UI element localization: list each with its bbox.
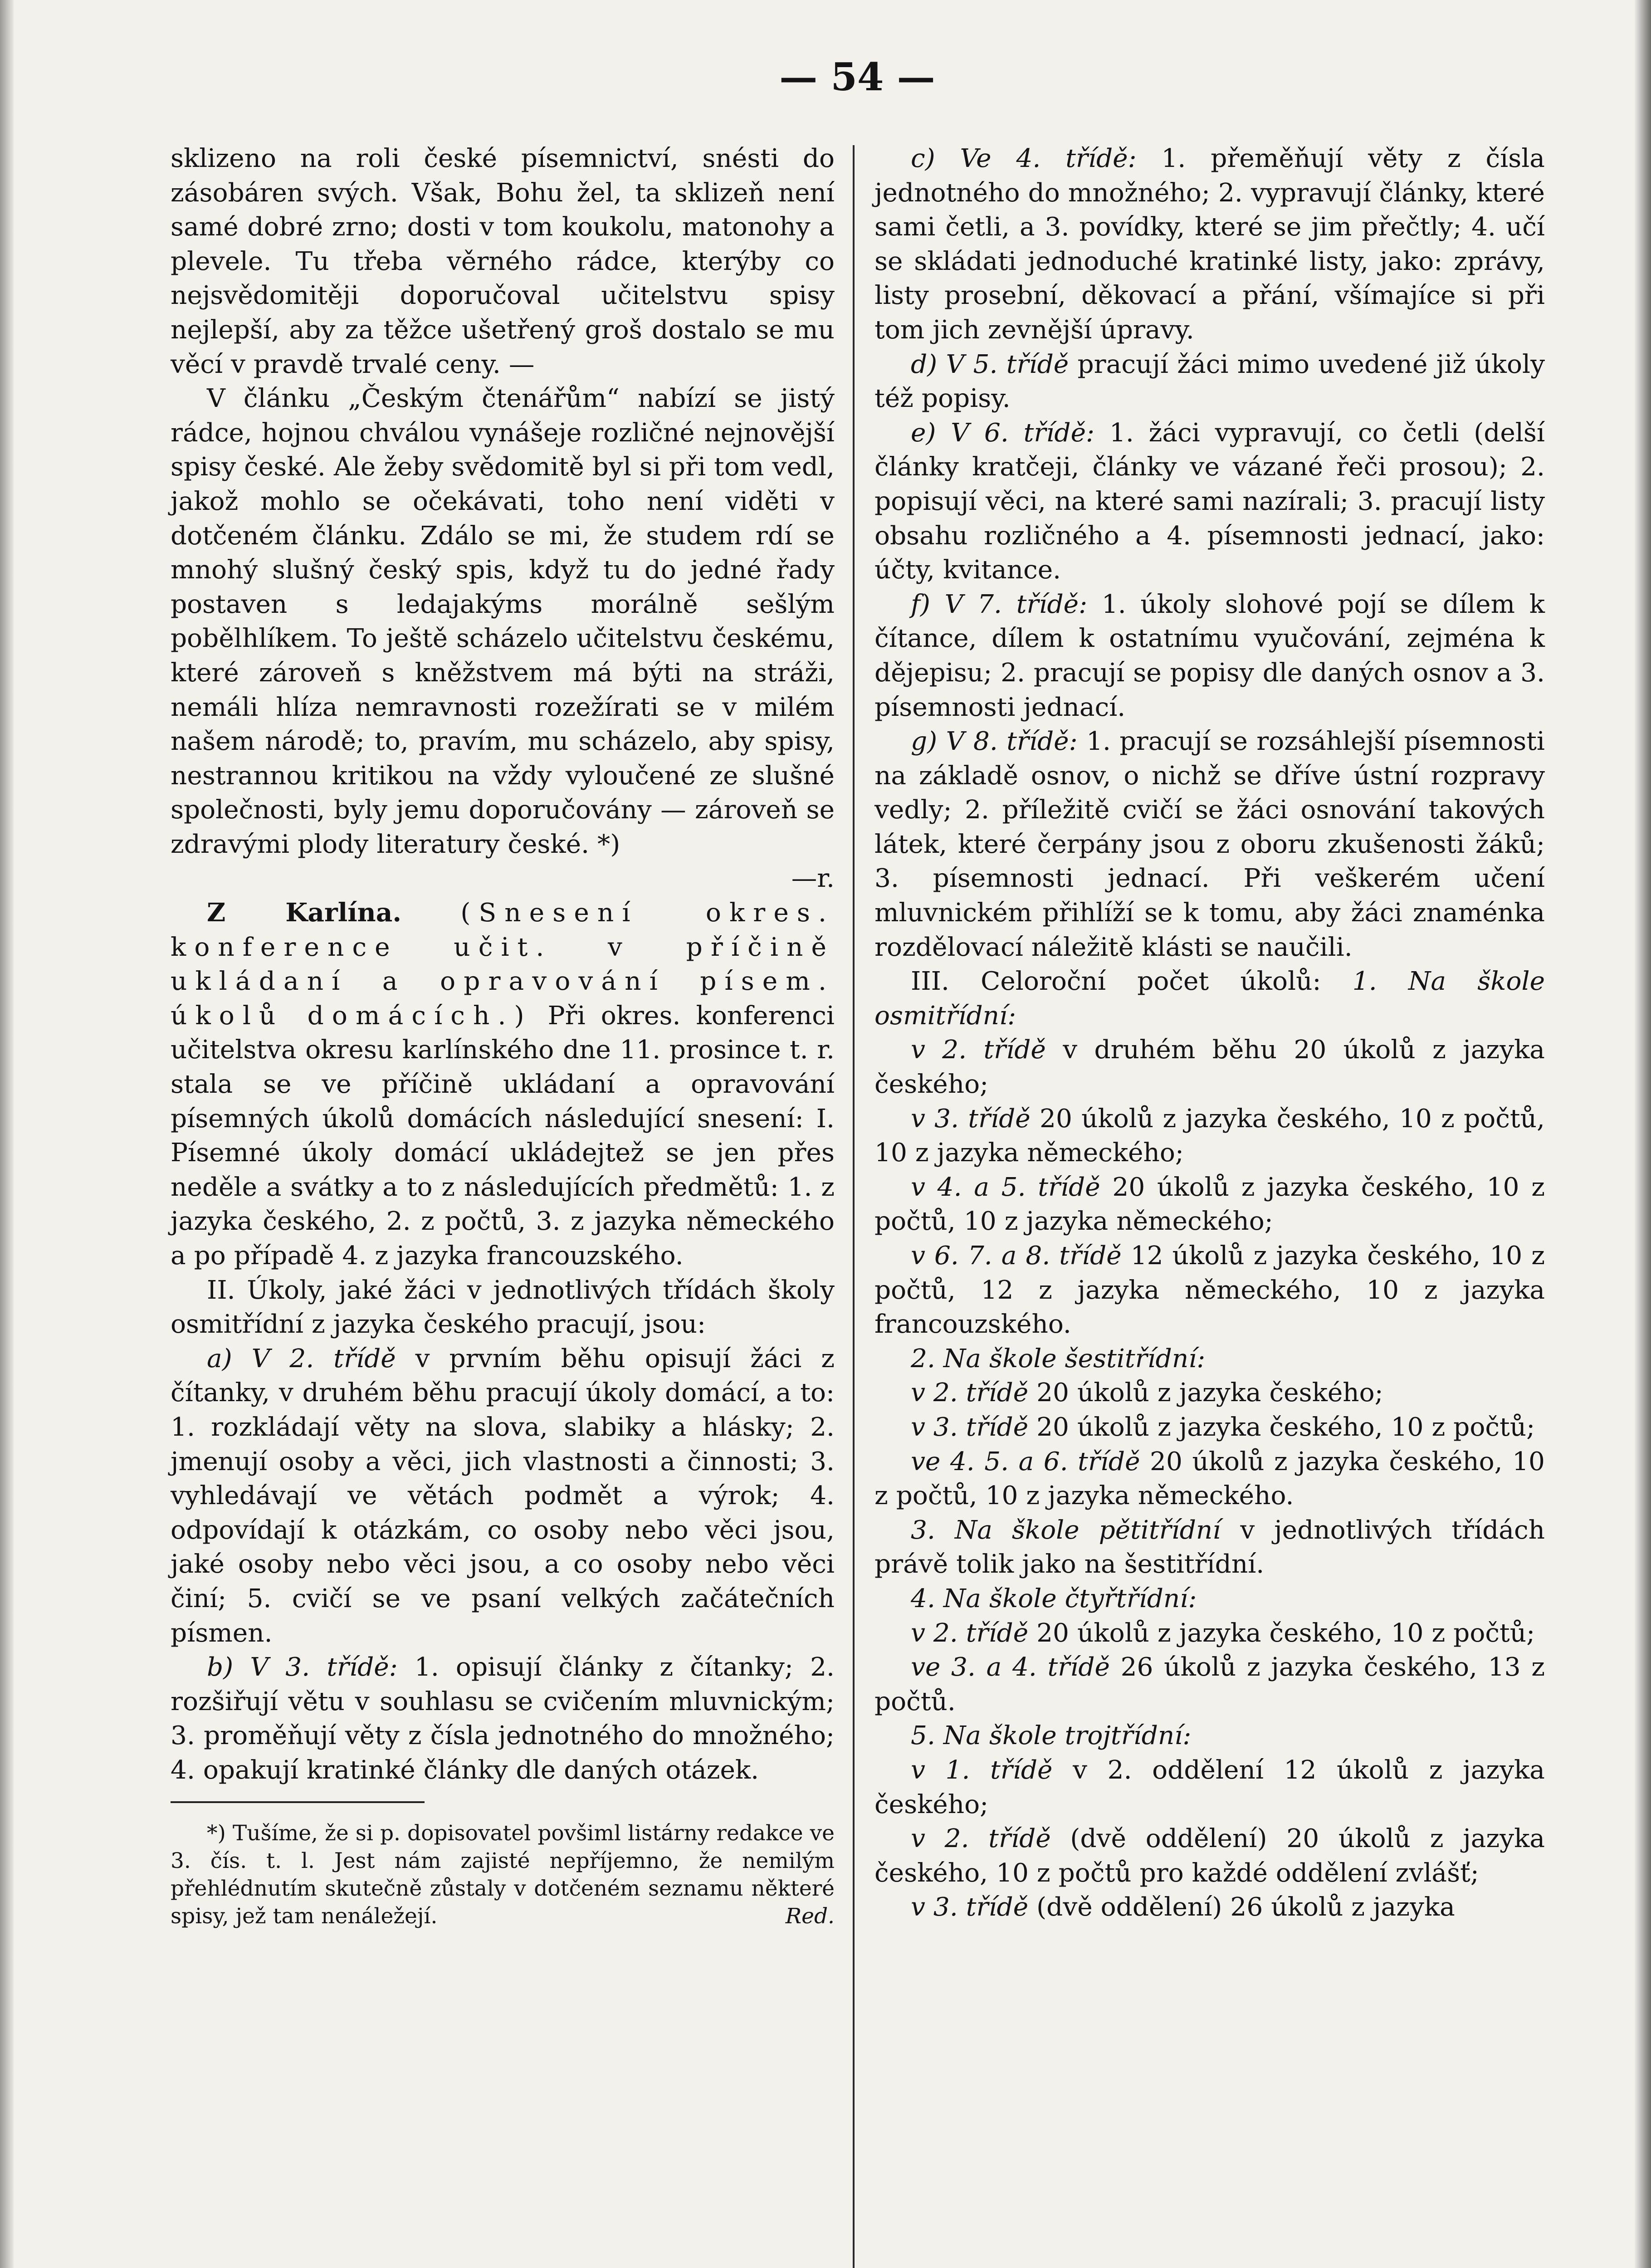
school-5-heading: 3. Na škole pětitřídní (911, 1515, 1221, 1545)
line-label: v 3. třídě (911, 1892, 1029, 1922)
line-label: v 3. třídě (911, 1104, 1031, 1134)
item-f-text: 1. úkoly slohové pojí se dílem k čítance, dílem k ostatnímu vyučování, zejména k dějepisu; 2. pracují se popisy dle daných osnov a 3. písemnosti jednací. (874, 589, 1545, 722)
school-6-heading: 2. Na škole šestitřídní: (911, 1344, 1206, 1374)
line-text: 20 úkolů z jazyka českého, 10 z počtů; (1036, 1412, 1535, 1442)
footnote-rule (171, 1801, 425, 1803)
line-label: v 3. třídě (911, 1412, 1029, 1442)
item-a-label: a) V 2. třídě (207, 1344, 396, 1374)
item-e-label: e) V 6. třídě: (911, 418, 1095, 448)
item-c (874, 142, 1545, 347)
line-text: 20 úkolů z jazyka českého, 10 z počtů; (1036, 1618, 1535, 1648)
item-d-text: pracují žáci mimo uvedené již úkoly též popisy. (874, 349, 1545, 414)
line-label: v 2. třídě (911, 1824, 1051, 1854)
paragraph-section-ii: II. Úkoly, jaké žáci v jednotlivých třídách školy osmitřídní z jazyka českého pracují, jsou: (171, 1275, 835, 1339)
item-e (874, 416, 1545, 587)
school-6-line-2 (874, 1410, 1545, 1445)
item-b-label: b) V 3. třídě: (207, 1652, 398, 1682)
section-iii-intro (874, 964, 1545, 1033)
school-3-line-2 (874, 1822, 1545, 1890)
line-text: v 2. oddělení 12 úkolů z jazyka českého; (874, 1755, 1545, 1819)
right-column (874, 142, 1545, 1925)
section-iii-label: III. Celoroční počet úkolů: (911, 967, 1321, 997)
item-e-text: 1. žáci vypravují, co četli (delší články kratčeji, články ve vázané řeči prosou); 2. popisují věci, na které sami nazírali; 3. pracují listy obsahu rozličného a 4. písemnosti jednací, jako: účty, kvitance. (874, 418, 1545, 585)
line-text: v druhém běhu 20 úkolů z jazyka českého; (874, 1035, 1545, 1100)
line-label: v 4. a 5. třídě (911, 1172, 1100, 1202)
scan-edge-right (1635, 0, 1651, 2268)
item-g-label: g) V 8. třídě: (911, 727, 1078, 757)
school-8-heading: 1. Na škole osmitřídní: (874, 967, 1545, 1031)
item-c-label: c) Ve 4. třídě: (911, 144, 1137, 173)
page-number: — 54 — (779, 54, 935, 99)
footnote-signature: Red. (785, 1903, 835, 1929)
scan-edge-left (0, 0, 14, 2268)
item-f-label: f) V 7. třídě: (911, 589, 1088, 619)
school-3-heading: 5. Na škole trojtřídní: (911, 1721, 1192, 1751)
school-8-line-4 (874, 1239, 1545, 1342)
line-label: v 2. třídě (911, 1618, 1029, 1648)
column-divider (853, 145, 855, 2268)
footnote (171, 1819, 835, 1930)
line-label: ve 4. 5. a 6. třídě (911, 1447, 1140, 1476)
line-label: v 1. třídě (911, 1755, 1053, 1785)
school-4-line-2 (874, 1650, 1545, 1719)
school-8-line-1 (874, 1033, 1545, 1101)
line-label: v 6. 7. a 8. třídě (911, 1241, 1122, 1271)
school-3-line-1 (874, 1753, 1545, 1822)
line-text: 20 úkolů z jazyka českého, 10 z počtů, 10 z jazyka německého. (874, 1447, 1545, 1511)
line-text: (dvě oddělení) 26 úkolů z jazyka (1036, 1892, 1455, 1922)
line-label: v 2. třídě (911, 1035, 1046, 1065)
karlin-text: Při okres. konferenci učitelstva okresu karlínského dne 11. prosince t. r. stala se ve příčině ukládaní a opravování písemných úkolů domácích následující snesení: I. Písemné úkoly domácí ukládejtež se jen přes neděle a svátky a to z následujících předmětů: 1. z jazyka českého, 2. z počtů, 3. z jazyka německého a po případě 4. z jazyka francouzského. (171, 1001, 835, 1271)
line-text: 20 úkolů z jazyka českého, 10 z počtů, 10 z jazyka německého; (874, 1104, 1545, 1168)
line-text: 20 úkolů z jazyka českého; (1036, 1378, 1383, 1408)
item-c-text: 1. přeměňují věty z čísla jednotného do množného; 2. vypravují články, které sami četli, a 3. povídky, které se jim přečtly; 4. učí se skládati jednoduché kratinké listy, jako: zprávy, listy prosební, děkovací a přání, všímajíce si při tom jich zevnější úpravy. (874, 144, 1545, 345)
line-text: 12 úkolů z jazyka českého, 10 z počtů, 12 z jazyka německého, 10 z jazyka francouzského. (874, 1241, 1545, 1339)
footnote-text: *) Tušíme, že si p. dopisovatel povšiml listárny redakce ve 3. čís. t. l. Jest nám zajisté nepříjemno, že nemilým přehlédnutím skutečně zůstaly v dotčeném seznamu některé spisy, jež tam nenáležejí. (171, 1820, 835, 1929)
paragraph-article-critique: V článku „Českým čtenářům“ nabízí se jistý rádce, hojnou chválou vynášeje rozličné nejnovější spisy české. Ale žeby svědomitě byl si při tom vedl, jakož mohlo se očekávati, toho není viděti v dotčeném článku. Zdálo se mi, že studem rdí se mnohý slušný český spis, když tu do jedné řady postaven s ledajakýms morálně sešlým pobělhlíkem. To ještě scházelo učitelstvu českému, které zároveň s kněžstvem má býti na stráži, nemáli hlíza nemravnosti rozežírati se v milém našem národě; to, pravím, mu scházelo, aby spisy, nestrannou kritikou na vždy vyloučené ze slušné společnosti, byly jemu doporučovány — zároveň se zdravými plody literatury české. *) (171, 384, 835, 859)
line-text: 26 úkolů z jazyka českého, 13 z počtů. (874, 1652, 1545, 1716)
item-d (874, 347, 1545, 416)
school-6-line-1 (874, 1376, 1545, 1410)
school-3-line-3 (874, 1890, 1545, 1925)
item-a-text: v prvním běhu opisují žáci z čítanky, v druhém běhu pracují úkoly domácí, a to: 1. rozkládají věty na slova, slabiky a hlásky; 2. jmenují osoby a věci, jich vlastnosti a činnosti; 3. vyhledávají ve větách podmět a výrok; 4. odpovídají k otázkám, co osoby nebo věci jsou, jaké osoby nebo věci jsou, a co osoby nebo věci činí; 5. cvičí se ve psaní velkých začátečních písmen. (171, 1344, 835, 1648)
school-8-line-3 (874, 1170, 1545, 1239)
line-text: (dvě oddělení) 20 úkolů z jazyka českého, 10 z počtů pro každé oddělení zvlášť; (874, 1824, 1545, 1888)
school-4-line-1 (874, 1616, 1545, 1651)
author-signature: —r. (791, 864, 835, 894)
item-f (874, 587, 1545, 724)
paragraph-continuation: sklizeno na roli české písemnictví, snésti do zásobáren svých. Však, Bohu žel, ta sklizeň není samé dobré zrno; dosti v tom koukolu, matonohy a plevele. Tu třeba věrného rádce, kterýby co nejsvědomitěji doporučoval učitelstvu spisy nejlepší, aby za těžce ušetřený groš dostalo se mu věcí v pravdě trvalé ceny. — (171, 144, 835, 379)
item-b (171, 1650, 835, 1787)
line-text: 20 úkolů z jazyka českého, 10 z počtů, 10 z jazyka německého; (874, 1172, 1545, 1237)
school-6-line-3 (874, 1445, 1545, 1513)
line-label: v 2. třídě (911, 1378, 1029, 1408)
item-d-label: d) V 5. třídě (911, 349, 1069, 379)
paragraph-karlin-report (171, 896, 835, 1273)
karlin-heading: Z Karlína. (207, 898, 402, 928)
school-4-heading: 4. Na škole čtyřtřídní: (911, 1584, 1197, 1613)
item-a (171, 1342, 835, 1650)
left-column (171, 142, 835, 1930)
school-8-line-2 (874, 1102, 1545, 1170)
item-b-text: 1. opisují články z čítanky; 2. rozšiřují větu v souhlasu se cvičením mluvnickým; 3. proměňují věty z čísla jednotného do množného; 4. opakují kratinké články dle daných otázek. (171, 1652, 835, 1785)
karlin-subtitle: (Snesení okres. konference učit. v příčině ukládaní a opravování písem. úkolů domácích.) (171, 898, 835, 1031)
item-g-text: 1. pracují se rozsáhlejší písemnosti na základě osnov, o nichž se dříve ústní rozpravy vedly; 2. příležitě cvičí se žáci osnování takových látek, které čerpány jsou z oboru zkušenosti žáků; 3. písemnosti jednací. Při veškerém učení mluvnickém přihlíží se k tomu, aby žáci znaménka rozdělovací náležitě klásti se naučili. (874, 727, 1545, 962)
school-5-text: v jednotlivých třídách právě tolik jako na šestitřídní. (874, 1515, 1545, 1579)
school-5 (874, 1513, 1545, 1582)
item-g (874, 724, 1545, 964)
line-label: ve 3. a 4. třídě (911, 1652, 1110, 1682)
